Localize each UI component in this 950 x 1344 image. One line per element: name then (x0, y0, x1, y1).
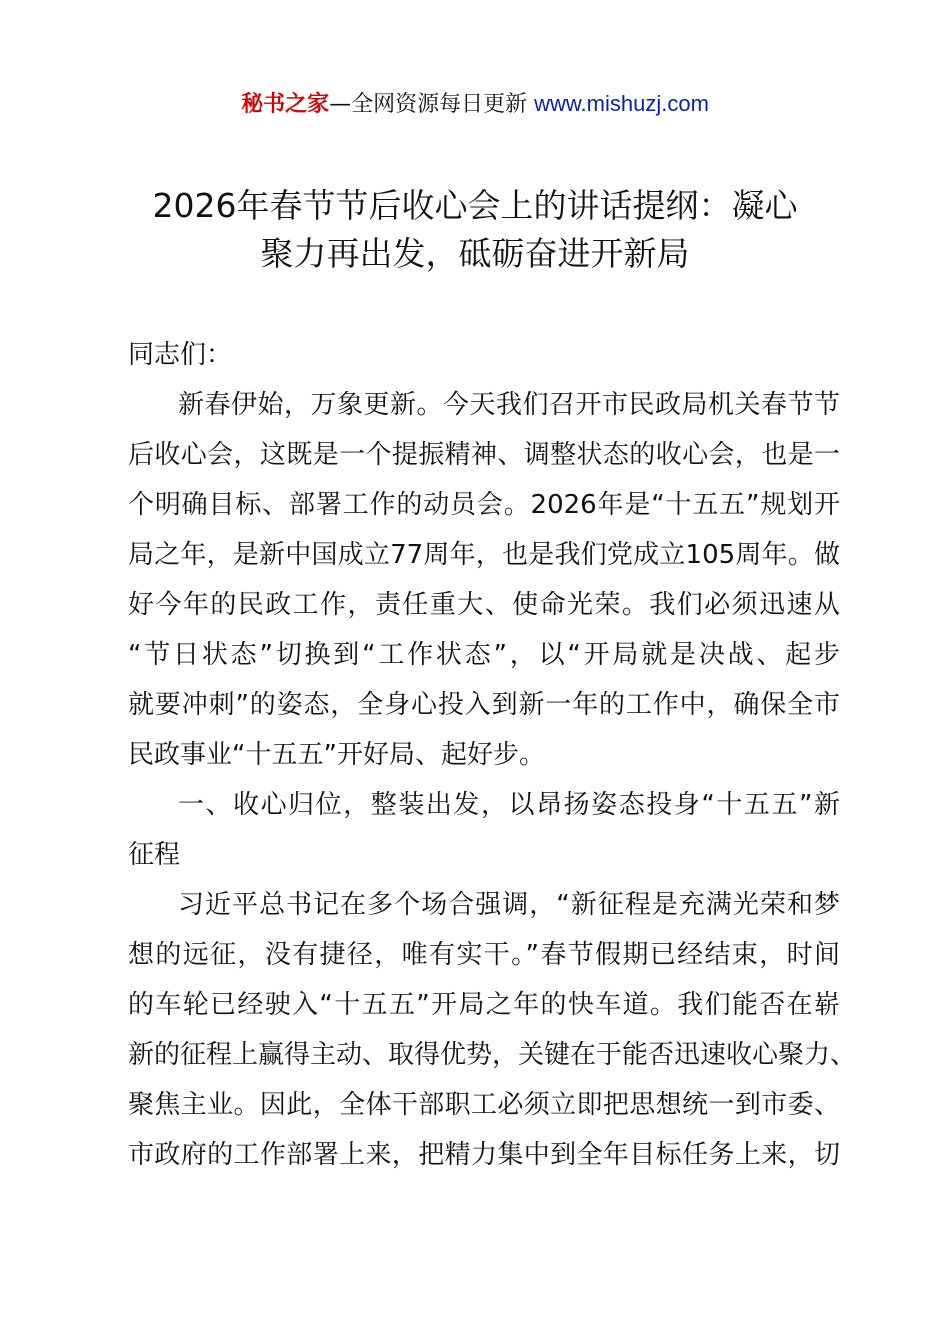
paragraph-line: “节日状态”切换到“工作状态”，以“开局就是决战、起步 (128, 640, 840, 670)
paragraph-line: 好今年的民政工作，责任重大、使命光荣。我们必须迅速从 (128, 590, 840, 620)
paragraph-line: 民政事业“十五五”开好局、起好步。 (128, 740, 545, 770)
paragraph-line: 市政府的工作部署上来，把精力集中到全年目标任务上来，切 (128, 1140, 840, 1170)
paragraph-line: 新的征程上赢得主动、取得优势，关键在于能否迅速收心聚力、 (128, 1040, 857, 1070)
title-line-1: 2026年春节节后收心会上的讲话提纲：凝心 (152, 186, 798, 225)
document-body (128, 330, 857, 1180)
watermark-slogan: —全网资源每日更新 (329, 92, 535, 117)
paragraph-line: 想的远征，没有捷径，唯有实干。”春节假期已经结束，时间 (128, 940, 840, 970)
document-title (110, 182, 840, 278)
paragraph-line: 局之年，是新中国成立77周年，也是我们党成立105周年。做 (128, 540, 840, 570)
paragraph-line: 的车轮已经驶入“十五五”开局之年的快车道。我们能否在崭 (128, 990, 840, 1020)
paragraph-line: 聚焦主业。因此，全体干部职工必须立即把思想统一到市委、 (128, 1090, 840, 1120)
watermark-brand: 秘书之家 (241, 92, 330, 117)
section-heading-line: 一、收心归位，整装出发，以昂扬姿态投身“十五五”新 (178, 790, 840, 820)
watermark-url: www.mishuzj.com (534, 91, 709, 116)
paragraph-line: 就要冲刺”的姿态，全身心投入到新一年的工作中，确保全市 (128, 690, 840, 720)
paragraph-line: 后收心会，这既是一个提振精神、调整状态的收心会，也是一 (128, 440, 840, 470)
paragraph-line: 习近平总书记在多个场合强调，“新征程是充满光荣和梦 (178, 890, 840, 920)
title-line-2: 聚力再出发，砥砺奋进开新局 (260, 234, 690, 273)
paragraph-line: 个明确目标、部署工作的动员会。2026年是“十五五”规划开 (128, 490, 840, 520)
paragraph-line: 新春伊始，万象更新。今天我们召开市民政局机关春节节 (178, 390, 840, 420)
site-watermark-header (0, 88, 950, 121)
section-heading-line: 征程 (128, 840, 181, 870)
salutation: 同志们： (128, 340, 233, 370)
